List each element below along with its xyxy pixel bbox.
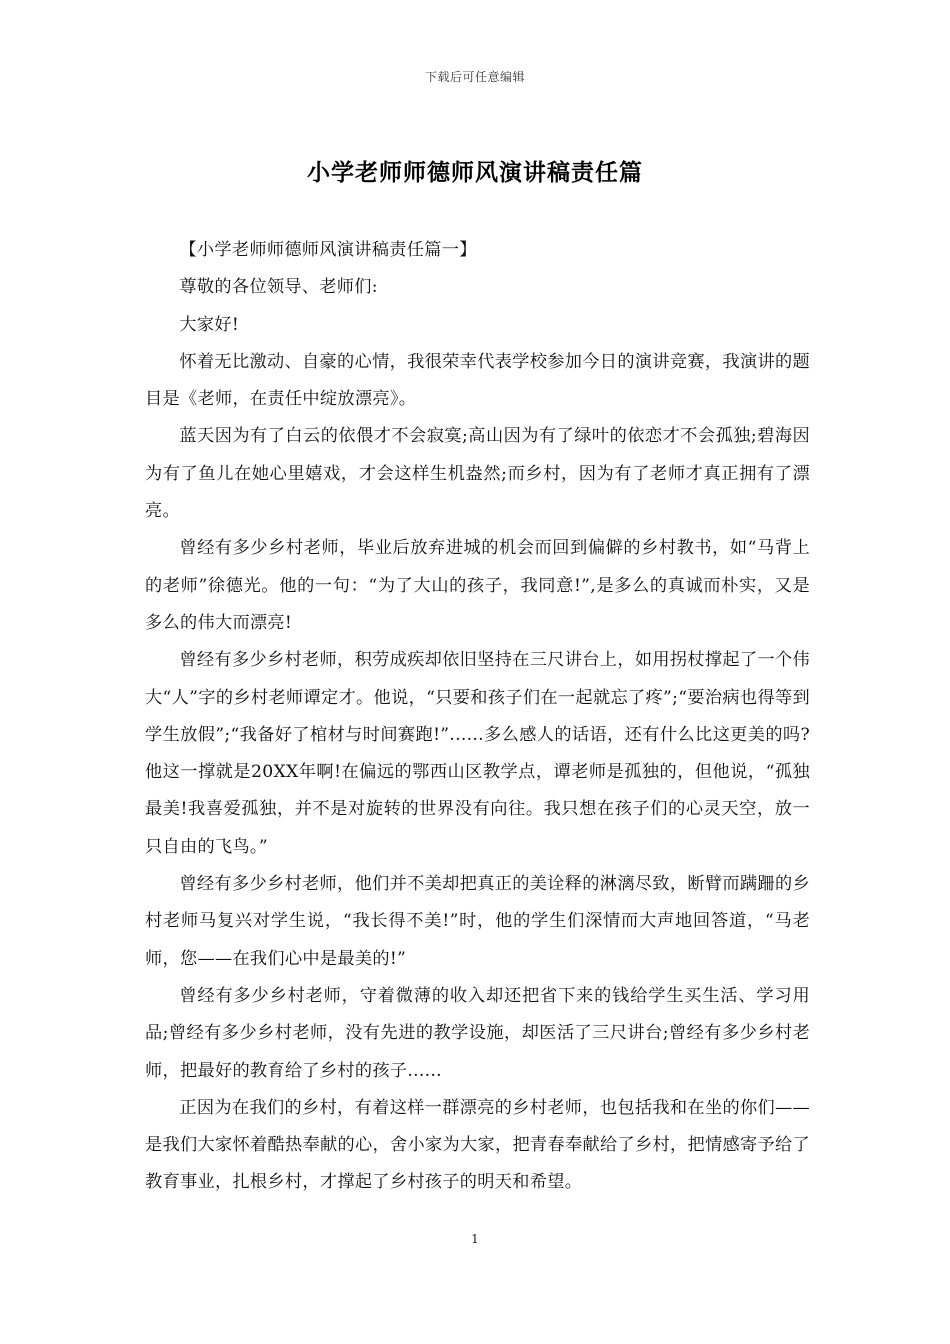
section-heading: 【小学老师师德师风演讲稿责任篇一】 [179,240,477,260]
salutation: 尊敬的各位领导、老师们: [179,277,378,298]
document-title: 小学老师师德师风演讲稿责任篇 [307,159,643,186]
header-note: 下载后可任意编辑 [424,70,525,84]
greeting: 大家好! [179,314,240,335]
paragraph: 蓝天因为有了白云的依偎才不会寂寞;高山因为有了绿叶的依恋才不会孤独;碧海因为有了鱼儿在她心里嬉戏，才会这样生机盎然;而乡村，因为有了老师才真正拥有了漂亮。 [145,426,810,522]
paragraph: 怀着无比激动、自豪的心情，我很荣幸代表学校参加今日的演讲竞赛，我演讲的题目是《老师，在责任中绽放漂亮》。 [145,351,810,410]
page-number: 1 [471,1232,479,1246]
paragraph: 曾经有多少乡村老师，积劳成疾却依旧坚持在三尺讲台上，如用拐杖撑起了一个伟大“人”字的乡村老师谭定才。他说，“只要和孩子们在一起就忘了疼”;“要治病也得等到学生放假”;“我备好了棺材与时间赛跑!”......多么感人的话语，还有什么比这更美的吗?他这一撑就是20XX年啊!在偏远的鄂西山区教学点，谭老师是孤独的，但他说，“孤独最美!我喜爱孤独，并不是对旋转的世界没有向往。我只想在孩子们的心灵天空，放一只自由的飞鸟。” [145,650,810,857]
paragraph: 曾经有多少乡村老师，守着微薄的收入却还把省下来的钱给学生买生活、学习用品;曾经有多少乡村老师，没有先进的教学设施，却医活了三尺讲台;曾经有多少乡村老师，把最好的教育给了乡村的孩子...... [145,985,810,1081]
document-body [145,232,810,1202]
paragraph: 曾经有多少乡村老师，毕业后放弃进城的机会而回到偏僻的乡村教书，如“马背上的老师”徐德光。他的一句：“为了大山的孩子，我同意!”,是多么的真诚而朴实，又是多么的伟大而漂亮! [145,538,810,633]
paragraph: 曾经有多少乡村老师，他们并不美却把真正的美诠释的淋漓尽致，断臂而蹒跚的乡村老师马复兴对学生说，“我长得不美!”时，他的学生们深情而大声地回答道，“马老师，您——在我们心中是最美的!” [145,874,810,969]
paragraph: 正因为在我们的乡村，有着这样一群漂亮的乡村老师，也包括我和在坐的你们——是我们大家怀着酷热奉献的心，舍小家为大家，把青春奉献给了乡村，把情感寄予给了教育事业，扎根乡村，才撑起了乡村孩子的明天和希望。 [145,1097,810,1193]
